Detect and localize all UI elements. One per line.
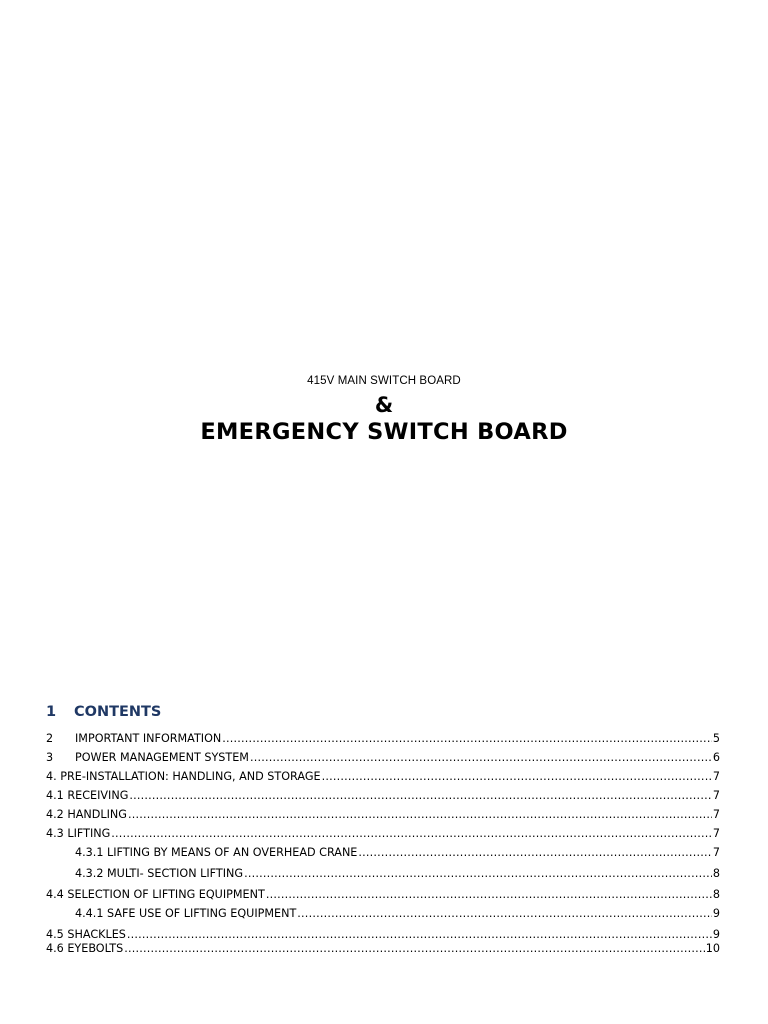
toc-entry-number: 3 xyxy=(46,751,54,764)
toc-entry-receiving[interactable] xyxy=(46,789,720,802)
toc-entry-safe-use-lifting-equipment[interactable] xyxy=(75,907,720,920)
toc-entry-label: 4. PRE-INSTALLATION: HANDLING, AND STORAGE xyxy=(46,770,321,783)
toc-entry-handling[interactable] xyxy=(46,808,720,821)
toc-entry-label: 4.3.2 MULTI- SECTION LIFTING xyxy=(75,867,244,880)
toc-entry-multi-section-lifting[interactable] xyxy=(75,867,720,880)
document-title: EMERGENCY SWITCH BOARD xyxy=(200,419,568,445)
toc-leader-dots xyxy=(266,888,712,901)
toc-entry-selection-lifting-equipment[interactable] xyxy=(46,888,720,901)
toc-entry-page: 7 xyxy=(712,770,720,783)
toc-entry-lifting[interactable] xyxy=(46,827,720,840)
toc-entry-label: 4.3 LIFTING xyxy=(46,827,111,840)
toc-entry-label: 4.2 HANDLING xyxy=(46,808,127,821)
toc-entry-page: 5 xyxy=(712,732,720,745)
toc-entry-label: 4.4.1 SAFE USE OF LIFTING EQUIPMENT xyxy=(75,907,297,920)
toc-entry-page: 7 xyxy=(712,808,720,821)
toc-leader-dots xyxy=(129,789,712,802)
toc-leader-dots xyxy=(127,928,712,941)
toc-entry-number: 2 xyxy=(46,732,54,745)
toc-leader-dots xyxy=(124,942,705,955)
toc-entry-page: 8 xyxy=(712,867,720,880)
toc-entry-page: 7 xyxy=(712,846,720,859)
toc-entry-pre-installation[interactable] xyxy=(46,770,720,783)
toc-entry-page: 10 xyxy=(705,942,720,955)
title-ampersand: & xyxy=(374,393,394,417)
toc-entry-label: 4.6 EYEBOLTS xyxy=(46,942,124,955)
toc-leader-dots xyxy=(244,867,712,880)
toc-entry-label: 4.3.1 LIFTING BY MEANS OF AN OVERHEAD CRANE xyxy=(75,846,358,859)
toc-leader-dots xyxy=(322,770,712,783)
toc-entry-important-information[interactable] xyxy=(46,732,720,745)
toc-heading xyxy=(46,704,161,720)
toc-entry-page: 6 xyxy=(712,751,720,764)
toc-entry-text: POWER MANAGEMENT SYSTEM xyxy=(75,751,249,764)
toc-entry-overhead-crane[interactable] xyxy=(75,846,720,859)
toc-entry-page: 9 xyxy=(712,907,720,920)
toc-leader-dots xyxy=(222,732,712,745)
toc-entry-label xyxy=(46,751,249,764)
toc-entry-power-management-system[interactable] xyxy=(46,751,720,764)
toc-entry-label: 4.4 SELECTION OF LIFTING EQUIPMENT xyxy=(46,888,265,901)
toc-entry-shackles[interactable] xyxy=(46,928,720,941)
toc-leader-dots xyxy=(358,846,711,859)
toc-entry-label: 4.1 RECEIVING xyxy=(46,789,129,802)
toc-entry-eyebolts[interactable] xyxy=(46,942,720,955)
toc-leader-dots xyxy=(128,808,712,821)
toc-entry-text: IMPORTANT INFORMATION xyxy=(75,732,222,745)
toc-entry-label: 4.5 SHACKLES xyxy=(46,928,126,941)
toc-leader-dots xyxy=(297,907,712,920)
document-subtitle: 415V MAIN SWITCH BOARD xyxy=(307,375,461,387)
toc-heading-number: 1 xyxy=(46,704,57,720)
toc-entry-label xyxy=(46,732,221,745)
toc-entry-page: 7 xyxy=(712,827,720,840)
toc-entry-page: 9 xyxy=(712,928,720,941)
toc-leader-dots xyxy=(111,827,712,840)
toc-leader-dots xyxy=(250,751,712,764)
toc-entry-page: 7 xyxy=(712,789,720,802)
toc-heading-text: CONTENTS xyxy=(74,704,162,720)
toc-entry-page: 8 xyxy=(712,888,720,901)
